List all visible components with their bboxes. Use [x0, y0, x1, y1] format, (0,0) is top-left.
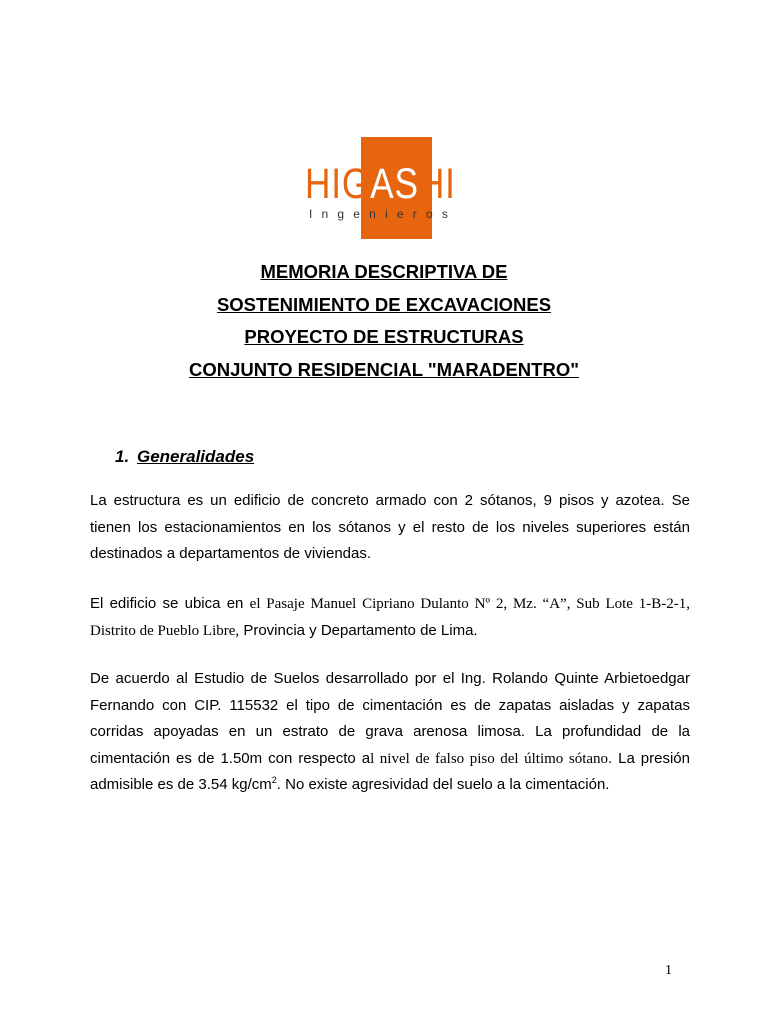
logo-word-left: HIG: [305, 160, 371, 208]
paragraph-2: [90, 591, 690, 644]
company-logo: [305, 137, 471, 239]
paragraph-3-part-4: . No existe agresividad del suelo a la cimentación.: [276, 776, 610, 793]
page-number: 1: [665, 963, 672, 978]
paragraph-3-part-1: De acuerdo al Estudio de Suelos desarrollado por el Ing. Rolando Quinte Arbietoedgar Fernando con CIP. 115532 el tipo de cimentación es de zapatas aisladas y zapatas corridas apoyadas en un estrato de grava arenosa limosa. La profundidad de la cimentación es de 1.50m con respecto a: [90, 670, 690, 767]
section-label: Generalidades: [137, 447, 255, 466]
superscript-2: 2: [271, 775, 277, 785]
title-line-1: MEMORIA DESCRIPTIVA DE: [260, 261, 508, 282]
logo-word-mid: AS: [370, 160, 419, 208]
title-line-3: PROYECTO DE ESTRUCTURAS: [244, 326, 524, 347]
paragraph-3-part-3: . La presión admisible es de 3.54 kg/cm: [90, 749, 690, 793]
paragraph-2-part-3: Provincia y Departamento de Lima.: [239, 621, 478, 639]
paragraph-2-part-1: El edificio se ubica en: [90, 595, 250, 612]
title-line-4: CONJUNTO RESIDENCIAL "MARADENTRO": [189, 358, 579, 380]
document-titles: [0, 256, 768, 386]
title-line-2: SOSTENIMIENTO DE EXCAVACIONES: [216, 293, 552, 315]
paragraph-2-address: el Pasaje Manuel Cipriano Dulanto Nº 2, Mz. “A”, Sub Lote 1-B-2-1, Distrito de Pueblo Libre,: [90, 596, 690, 639]
section-number: 1.: [115, 447, 130, 466]
logo-word-right: HI: [418, 160, 456, 208]
paragraph-1: La estructura es un edificio de concreto armado con 2 sótanos, 9 pisos y azotea. Se tienen los estacionamientos en los sótanos y el resto de los niveles superiores están destinados a departamentos de viviendas.: [90, 492, 690, 562]
logo-wordmark: [305, 160, 456, 208]
paragraph-3-serif: l nivel de falso piso del último sótano: [370, 750, 609, 767]
section-heading: [115, 447, 254, 467]
paragraph-3: [90, 666, 690, 799]
logo-subtitle: Ingenieros: [309, 207, 458, 221]
